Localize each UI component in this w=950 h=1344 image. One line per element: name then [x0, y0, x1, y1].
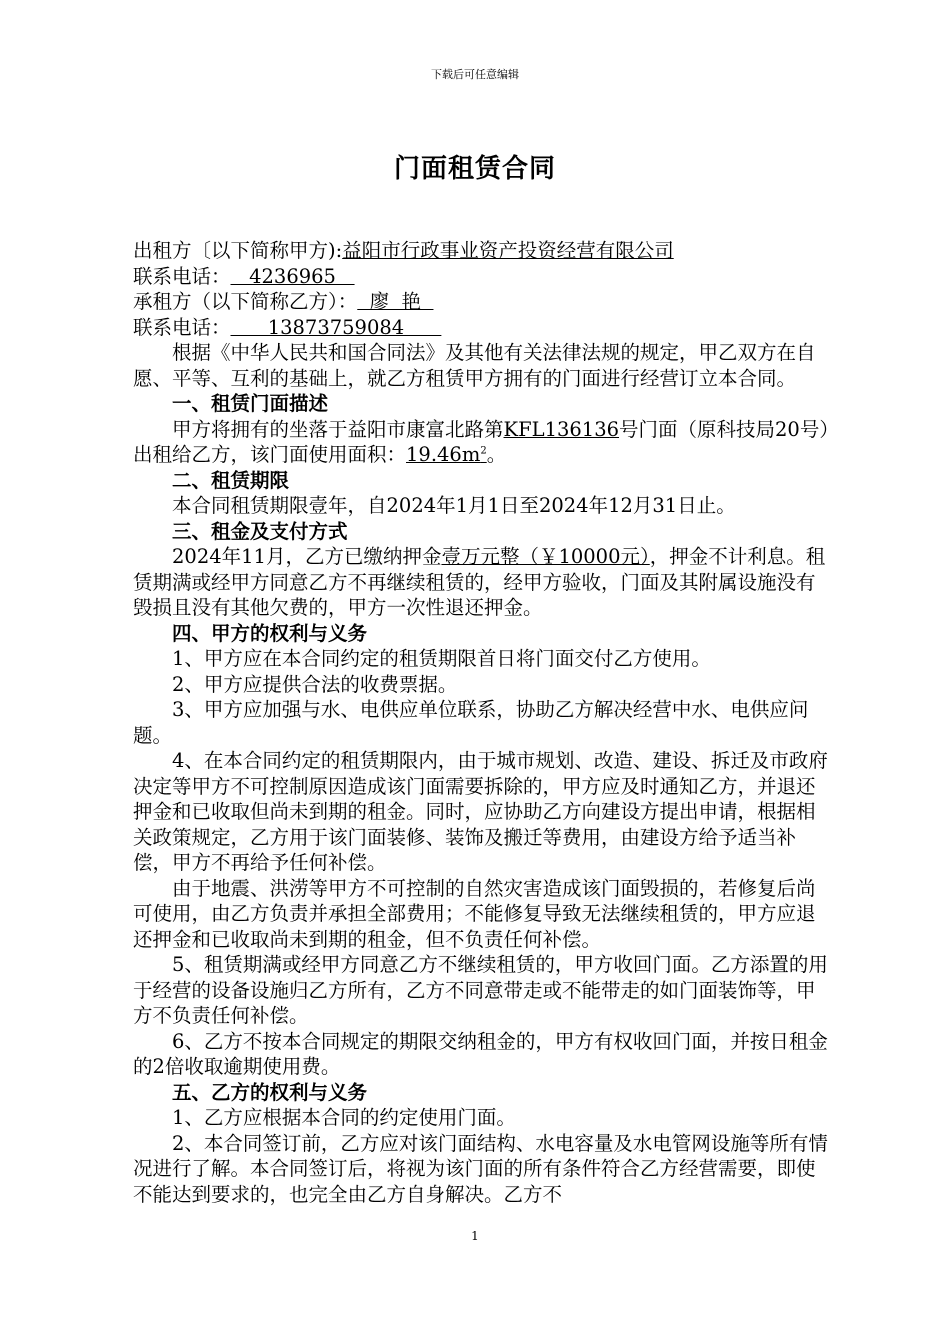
- lessee-phone-line: [133, 315, 833, 341]
- section-4-item: 5、租赁期满或经甲方同意乙方不继续租赁的，甲方收回门面。乙方添置的用于经营的设备设施归乙方所有，乙方不同意带走或不能带走的如门面装饰等，甲方不负责任何补偿。: [133, 953, 828, 1027]
- shop-number: KFL136136: [503, 417, 620, 441]
- section-1-heading: 一、租赁门面描述: [172, 392, 329, 415]
- shop-area: [406, 443, 487, 466]
- lessor-label: 出租方〔以下简称甲方):: [133, 239, 343, 262]
- contract-body: [133, 238, 833, 1207]
- s1-text-pre: 甲方将拥有的坐落于益阳市康富北路第: [172, 417, 504, 441]
- lessor-name: 益阳市行政事业资产投资经营有限公司: [342, 239, 674, 262]
- s3-text-pre: 2024年11月，乙方已缴纳押金: [172, 545, 442, 568]
- section-4-item: 4、在本合同约定的租赁期限内，由于城市规划、改造、建设、拆迁及市政府决定等甲方不可控制原因造成该门面需要拆除的，甲方应及时通知乙方，并退还押金和已收取但尚未到期的租金。同时，应协助乙方向建设方提出申请，根据相关政策规定，乙方用于该门面装修、装饰及搬迁等费用，由建设方给予适当补偿，甲方不再给予任何补偿。: [133, 749, 828, 874]
- section-4-item: 2、甲方应提供合法的收费票据。: [172, 672, 458, 696]
- header-note: 下载后可任意编辑: [431, 68, 519, 81]
- lessee-name: 廖 艳: [357, 290, 434, 313]
- section-5-item: 1、乙方应根据本合同的约定使用门面。: [172, 1106, 516, 1129]
- section-4-item: 6、乙方不按本合同规定的期限交纳租金的，甲方有权收回门面，并按日租金的2倍收取逾期使用费。: [133, 1029, 828, 1078]
- deposit-amount: 壹万元整（￥10000元）: [441, 545, 650, 568]
- lessor-phone-line: [133, 264, 833, 290]
- section-5-heading: 五、乙方的权利与义务: [172, 1080, 368, 1104]
- lessor-phone-label: 联系电话：: [133, 264, 231, 288]
- s1-text-end: 。: [486, 443, 507, 466]
- section-4-item: 由于地震、洪涝等甲方不可控制的自然灾害造成该门面毁损的，若修复后尚可使用，由乙方负责并承担全部费用；不能修复导致无法继续租赁的，甲方应退还押金和已收取尚未到期的租金，但不负责任何补偿。: [133, 876, 816, 951]
- s1-text-mid: 号门面（原科技局20号）出租给乙方，该门面使用面积：: [133, 417, 830, 466]
- document-title: 门面租赁合同: [393, 154, 556, 184]
- section-2-paragraph: 本合同租赁期限壹年，自2024年1月1日至2024年12月31日止。: [172, 494, 736, 517]
- s3-text-end: ，押金不计利息。租赁期满或经甲方同意乙方不再继续租赁的，经甲方验收，门面及其附属设施没有毁损且没有其他欠费的，甲方一次性退还押金。: [133, 545, 826, 619]
- section-4-item: 1、甲方应在本合同约定的租赁期限首日将门面交付乙方使用。: [172, 647, 711, 670]
- lessee-phone-label: 联系电话：: [133, 315, 231, 339]
- page-number: 1: [471, 1229, 479, 1243]
- section-1-paragraph: [133, 417, 833, 468]
- lessee-label: 承租方（以下简称乙方）：: [133, 290, 358, 313]
- lessor-phone: 4236965: [230, 264, 355, 288]
- section-3-heading: 三、租金及支付方式: [172, 519, 348, 543]
- section-4-heading: 四、甲方的权利与义务: [172, 621, 368, 645]
- shop-area-value: 19.46m: [406, 443, 481, 466]
- section-4-item: 3、甲方应加强与水、电供应单位联系，协助乙方解决经营中水、电供应问题。: [133, 698, 809, 747]
- section-5-item: 2、本合同签订前，乙方应对该门面结构、水电容量及水电管网设施等所有情况进行了解。本合同签订后，将视为该门面的所有条件符合乙方经营需要，即使不能达到要求的，也完全由乙方自身解决。乙方不: [133, 1131, 828, 1206]
- lessee-phone: 13873759084: [230, 315, 442, 339]
- area-superscript: 2: [480, 445, 487, 457]
- lessor-line: [133, 238, 833, 264]
- section-2-heading: 二、租赁期限: [172, 468, 290, 492]
- section-3-paragraph: [133, 544, 833, 621]
- intro-paragraph: 根据《中华人民共和国合同法》及其他有关法律法规的规定，甲乙双方在自愿、平等、互利的基础上，就乙方租赁甲方拥有的门面进行经营订立本合同。: [133, 341, 816, 390]
- lessee-line: [133, 289, 833, 315]
